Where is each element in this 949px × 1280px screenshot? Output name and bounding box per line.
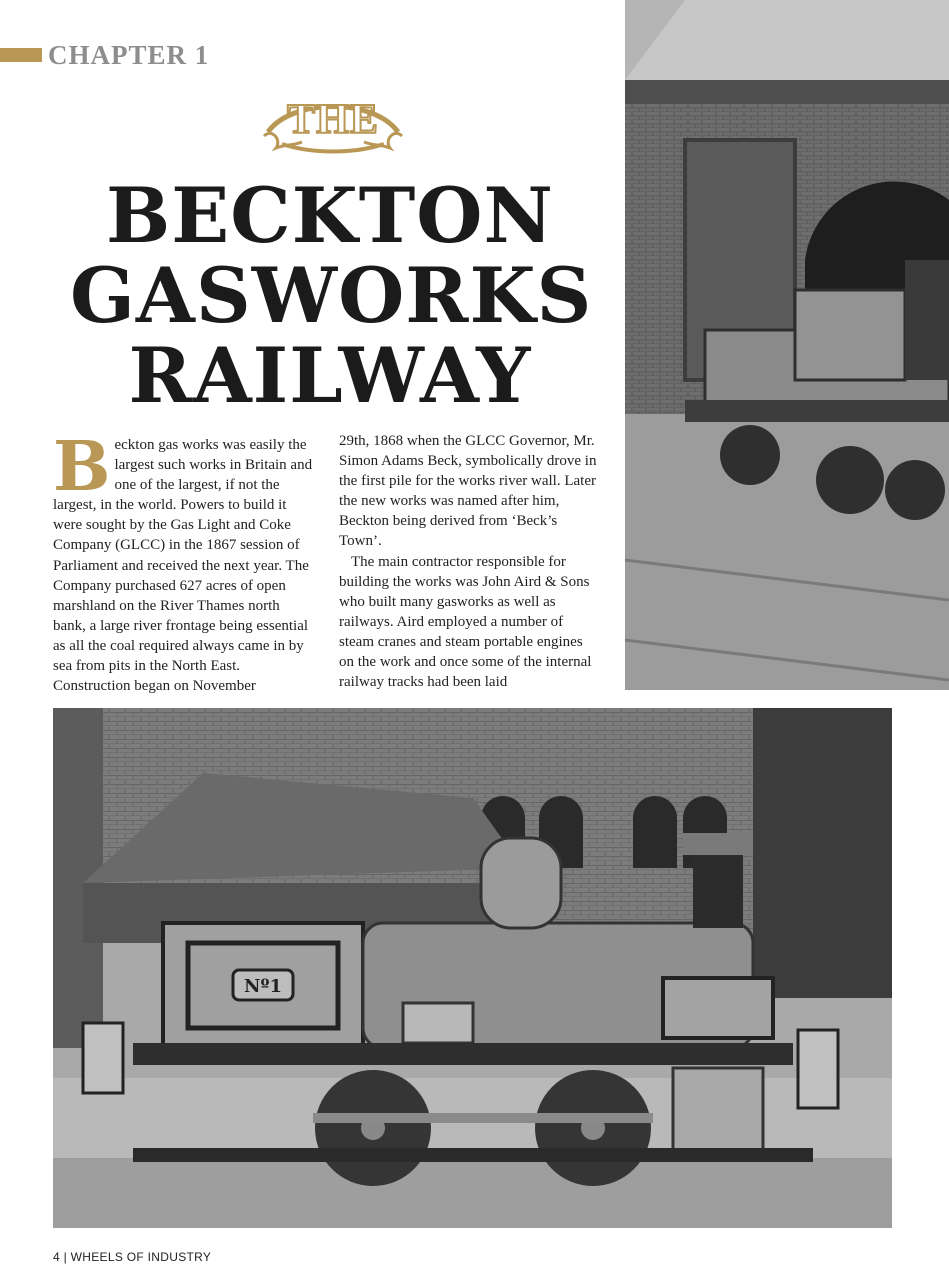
engine-shed-illustration (625, 0, 949, 690)
article-paragraph-2: The main contractor responsible for building the works was John Aird & Sons who built many gasworks as well as railways. Aird employed a number of steam cranes and steam portable engines on the work and once some of the internal railway tracks had been laid (339, 553, 592, 691)
article-column-right (339, 431, 601, 692)
page-footer: 4 | WHEELS OF INDUSTRY (53, 1250, 212, 1264)
number-plate-text: Nº1 (244, 976, 282, 997)
article-paragraph-1: 29th, 1868 when the GLCC Governor, Mr. Simon Adams Beck, symbolically drove in the first pile for the works river wall. Later the new works was named after him, Beckton being derived from ‘Beck’s Town’. (339, 433, 597, 550)
chapter-accent-bar (0, 48, 42, 62)
locomotive-photo (53, 708, 892, 1228)
article-text-left: eckton gas works was easily the largest such works in Britain and one of the largest, if not the largest, in the world. Powers to build it were sought by the Gas Light and Coke Company (GLCC) in the 1867 session of Parliament and received the next year. The Company purchased 627 acres of open marshland on the River Thames north bank, a large river frontage being essential as all the coal required always came in by sea from pits in the North East. Construction began on November (53, 437, 313, 695)
chapter-label: CHAPTER 1 (48, 40, 210, 70)
engine-shed-photo (625, 0, 949, 690)
title-prefix: THE (287, 97, 379, 143)
title-line-3: RAILWAY (128, 331, 532, 420)
title-line-2: GASWORKS (70, 251, 593, 340)
drop-cap: B (53, 427, 111, 507)
locomotive-illustration (53, 708, 892, 1228)
title-line-1: BECKTON (106, 171, 554, 260)
article-column-left (53, 427, 315, 696)
